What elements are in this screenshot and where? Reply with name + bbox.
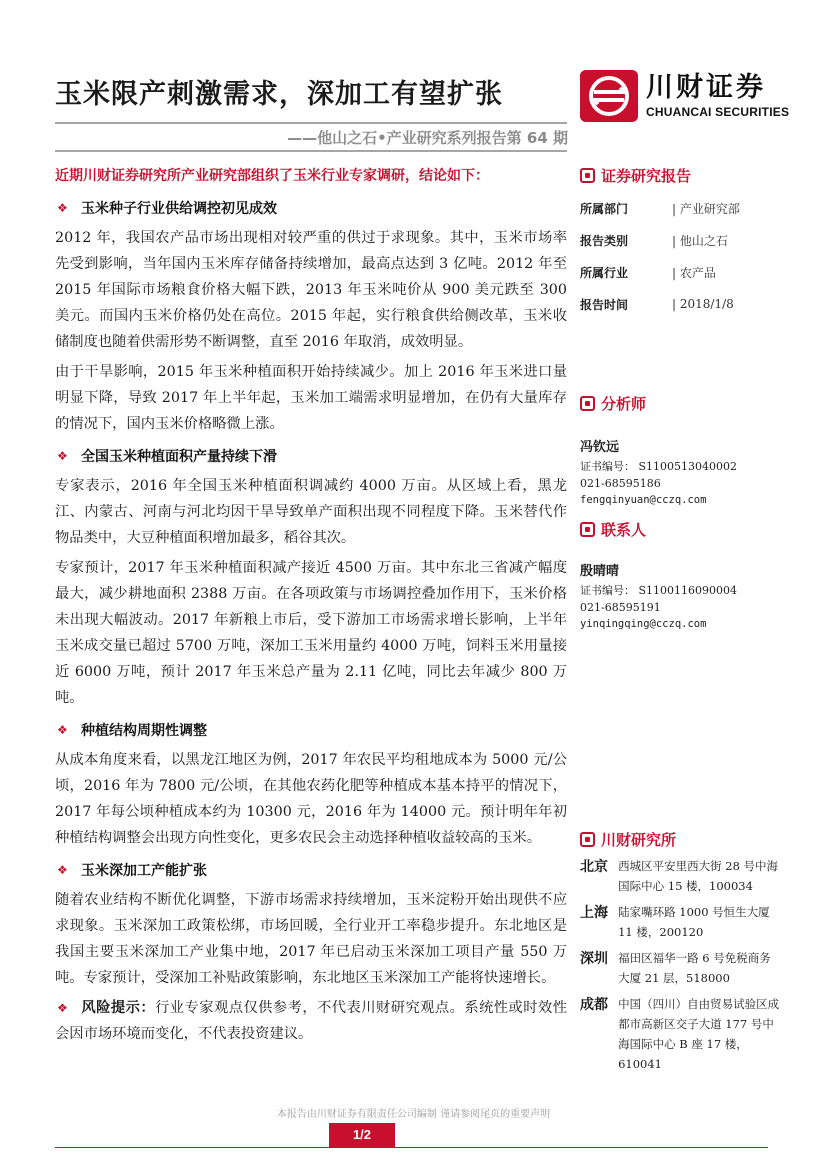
bullet-diamond-icon: ❖ <box>57 201 68 215</box>
contact-cert: 证书编号： S1100116090004 <box>580 584 738 597</box>
paragraph: 从成本角度来看，以黑龙江地区为例，2017 年农民平均租地成本为 5000 元/公顷，2016 年为 7800 元/公顷，在其他农药化肥等种植成本基本持平的情况下，2017 年每公顷种植成本约为 10300 元，2016 年为 14000 元。预计明年年初种植结构调整会出现方向性变化，更多农民会主动选择种植收益较高的玉米。 <box>55 752 567 846</box>
risk-warning: ❖ 风险提示：行业专家观点仅供参考，不代表川财研究观点。系统性或时效性会因市场环境而变化，不代表投资建议。 <box>55 995 567 1047</box>
sidebar-heading: 川财研究所 <box>580 829 780 850</box>
sidebar-heading: 联系人 <box>580 519 780 540</box>
page-number: 1/2 <box>329 1123 395 1147</box>
section-heading: ❖ 种植结构周期性调整 <box>57 723 207 739</box>
section-square-icon <box>580 522 595 537</box>
intro-line: 近期川财证券研究所产业研究部组织了玉米行业专家调研，结论如下： <box>55 168 489 184</box>
analyst-cert: 证书编号： S1100513040002 <box>580 460 738 473</box>
header-divider-top <box>55 122 567 124</box>
contact-phone: 021-68595191 <box>580 601 661 614</box>
paragraph: 专家预计，2017 年玉米种植面积减产接近 4500 万亩。其中东北三省减产幅度最大，减少耕地面积 2388 万亩。在各项政策与市场调控叠加作用下，玉米价格未出现大幅波动。2017 年新粮上市后，受下游加工市场需求增长影响，上半年玉米成交量已超过 5700 万吨，深加工玉米用量约 4000 万吨，饲料玉米用量接近 6000 万吨，预计 2017 年玉米总产量为 2.11 亿吨，同比去年减少 800 万吨。 <box>55 560 567 706</box>
section-planting-area <box>55 443 567 711</box>
sidebar-analyst <box>580 393 780 509</box>
footer-divider <box>55 1147 768 1148</box>
section-square-icon <box>580 168 595 183</box>
paragraph: 由于干旱影响，2015 年玉米种植面积开始持续减少。加上 2016 年玉米进口量明显下降，导致 2017 年上半年起，玉米加工端需求明显增加，在仍有大量库存的情况下，国内玉米价格略微上涨。 <box>55 364 567 432</box>
info-row-category: 报告类别 | 他山之石 <box>580 233 728 248</box>
sidebar-contact <box>580 519 780 633</box>
paragraph: 2012 年，我国农产品市场出现相对较严重的供过于求现象。其中，玉米市场率先受到影响，当年国内玉米库存储备持续增加，最高点达到 3 亿吨。2012 年至 2015 年国际市场粮食价格大幅下跌，2013 年玉米吨价从 900 美元跌至 300 美元。而国内玉米价格仍处在高位。2015 年起，实行粮食供给侧改革，玉米收储制度也随着供需形势不断调整，直至 2016 年取消，成效明显。 <box>55 230 567 350</box>
bullet-diamond-icon: ❖ <box>57 863 68 877</box>
footer-disclaimer: 本报告由川财证券有限责任公司编制 谨请参阅尾页的重要声明 <box>276 1109 551 1120</box>
analyst-email[interactable]: fengqinyuan@cczq.com <box>580 494 707 506</box>
info-row-department: 所属部门 | 产业研究部 <box>580 201 740 216</box>
bullet-diamond-icon: ❖ <box>57 723 68 737</box>
sidebar-heading: 分析师 <box>580 393 780 414</box>
bullet-diamond-icon: ❖ <box>57 1001 68 1015</box>
sidebar-heading: 证券研究报告 <box>580 165 780 186</box>
analyst-name: 冯钦远 <box>580 440 620 455</box>
office-beijing: 北京 西城区平安里西大街 28 号中海国际中心 15 楼，100034 <box>580 859 779 893</box>
section-heading: ❖ 全国玉米种植面积产量持续下滑 <box>57 449 277 465</box>
section-structure-adjustment <box>55 717 567 851</box>
section-deep-processing <box>55 857 567 991</box>
office-shenzhen: 深圳 福田区福华一路 6 号免税商务大厦 21 层，518000 <box>580 951 771 985</box>
bullet-diamond-icon: ❖ <box>57 449 68 463</box>
section-heading: ❖ 玉米种子行业供给调控初见成效 <box>57 201 277 217</box>
logo-mark-icon <box>580 70 638 122</box>
sidebar-report-info <box>580 165 780 320</box>
analyst-phone: 021-68595186 <box>580 477 661 490</box>
report-title: 玉米限产刺激需求，深加工有望扩张 <box>55 79 503 110</box>
info-row-industry: 所属行业 | 农产品 <box>580 265 716 280</box>
logo-english-name: CHUANCAI SECURITIES <box>646 105 790 119</box>
series-subtitle: ——他山之石•产业研究系列报告第 64 期 <box>287 129 568 147</box>
paragraph: 随着农业结构不断优化调整，下游市场需求持续增加，玉米淀粉开始出现供不应求现象。玉米深加工政策松绑，市场回暖，全行业开工率稳步提升。东北地区是我国主要玉米深加工产业集中地，2017 年已启动玉米深加工项目产量 550 万吨。专家预计，受深加工补贴政策影响，东北地区玉米深加工产能将快速增长。 <box>55 892 567 986</box>
header-divider-bottom <box>55 150 567 152</box>
office-shanghai: 上海 陆家嘴环路 1000 号恒生大厦 11 楼，200120 <box>580 905 770 939</box>
info-row-date: 报告时间 | 2018/1/8 <box>580 297 734 312</box>
logo-chinese-name: 川财证券 <box>646 72 766 103</box>
paragraph: 专家表示，2016 年全国玉米种植面积调减约 4000 万亩。从区域上看，黑龙江、内蒙古、河南与河北均因干旱导致单产面积出现不同程度下降。玉米替代作物品类中，大豆种植面积增加最多，稻谷其次。 <box>55 478 567 546</box>
section-heading: ❖ 玉米深加工产能扩张 <box>57 863 207 879</box>
main-content <box>55 195 567 1047</box>
office-chengdu: 成都 中国（四川）自由贸易试验区成都市高新区交子大道 177 号中海国际中心 B 座 17 楼，610041 <box>580 997 780 1071</box>
section-supply-control <box>55 195 567 437</box>
company-logo <box>580 70 789 122</box>
contact-email[interactable]: yinqingqing@cczq.com <box>580 618 707 630</box>
section-square-icon <box>580 832 595 847</box>
contact-name: 殷晴晴 <box>580 564 620 579</box>
sidebar-institute <box>580 829 780 1080</box>
section-square-icon <box>580 396 595 411</box>
